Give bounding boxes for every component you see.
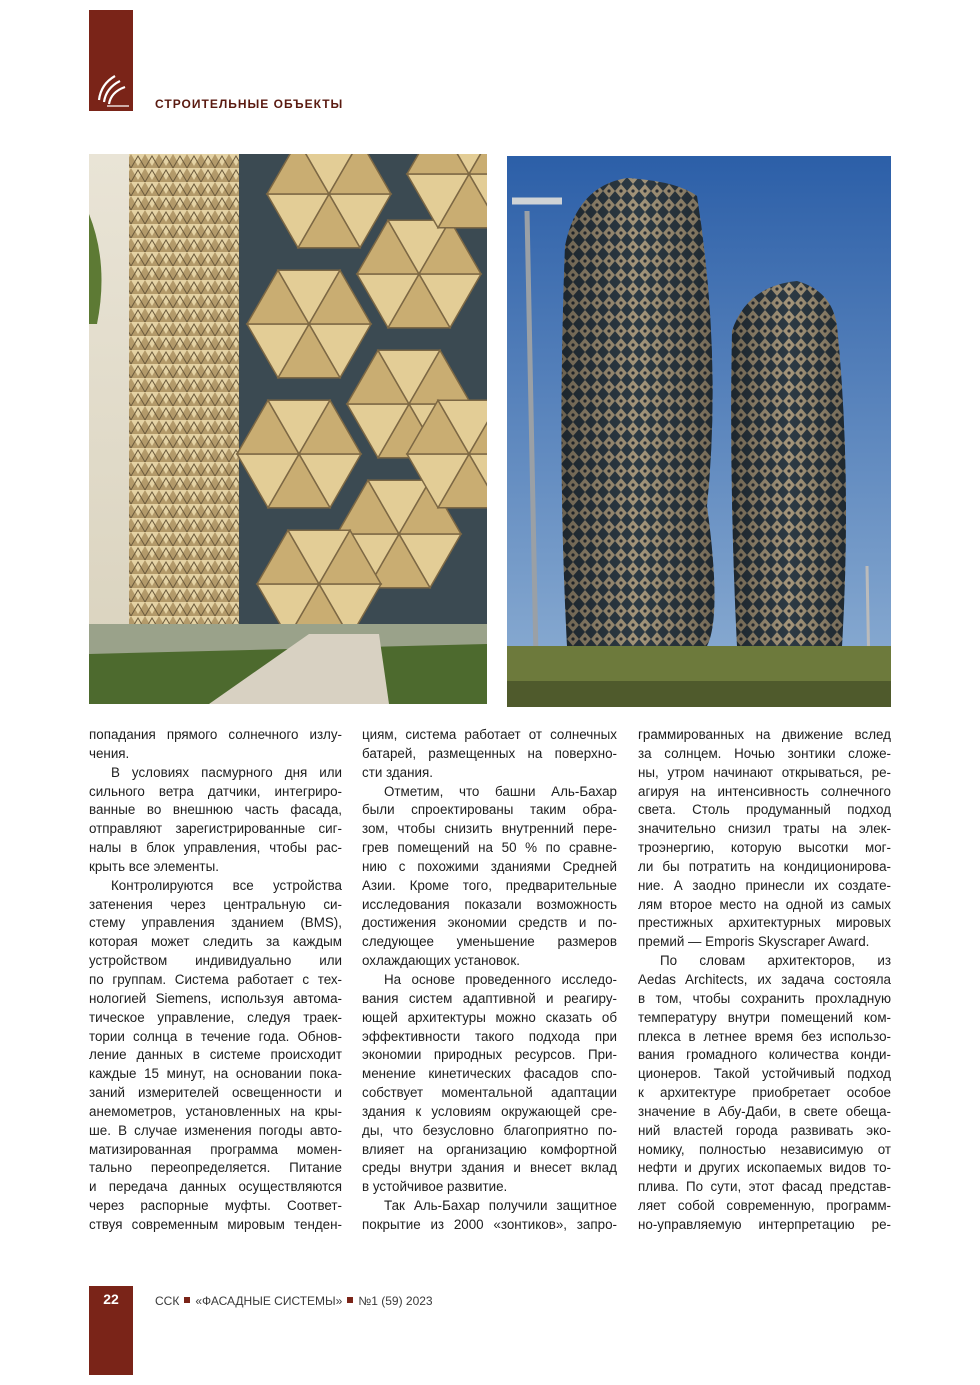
article-text-line: и передача данных осуществляются: [89, 1179, 342, 1195]
article-text-line: исследования показали возможность: [362, 896, 617, 912]
article-text-line: вания громадного количества конди-: [638, 1047, 891, 1063]
article-text-line: граммированных на движение вслед: [638, 727, 891, 742]
article-text-line: тическое управление, следуя траек-: [89, 1009, 342, 1025]
article-text-line: стему управления зданием (BMS),: [89, 915, 342, 931]
footer-credits: [155, 1294, 433, 1308]
article-text-line: На основе проведенного исследо-: [384, 971, 617, 987]
article-text-line: но-управляемую интерпретацию ре-: [638, 1216, 891, 1232]
article-text-line: нологией Siemens, используя автома-: [89, 990, 342, 1006]
article-text-line: плива. По сути, этот фасад представ-: [638, 1179, 891, 1195]
article-text-line: отправляют зарегистрированные сиг-: [89, 821, 342, 837]
article-text-line: в том, чтобы сохранить прохладную: [638, 990, 891, 1006]
article-text-line: ванные во внешнюю часть фасада,: [89, 802, 342, 818]
article-text-line: ние. А заодно принесли их создате-: [638, 877, 891, 893]
article-text-line: анемометров, установленных на кры-: [89, 1103, 342, 1119]
article-text-line: температуру внутри помещений ком-: [638, 1009, 891, 1025]
article-text-line: следующее уменьшение размеров: [362, 934, 617, 950]
article-text-line: матизированная программа момен-: [89, 1141, 342, 1157]
publisher-logo-icon: [93, 70, 131, 108]
article-text-line: премий — Emporis Skyscraper Award.: [638, 934, 870, 950]
article-text-line: собствует моментальной адаптации: [362, 1085, 617, 1101]
article-text-line: достижения экономии средств и по-: [362, 915, 617, 931]
article-text-line: агируя на интенсивность солнечного: [638, 783, 891, 799]
article-text-line: ционеров. Такой устойчивый подход: [638, 1066, 891, 1082]
article-text-line: по группам. Система работает с тех-: [89, 971, 342, 987]
footer-magazine: «ФАСАДНЫЕ СИСТЕМЫ»: [195, 1294, 343, 1308]
article-text-line: значительно снизил траты на элек-: [638, 821, 891, 837]
article-text-line: лям второе место на одной из самых: [638, 896, 891, 912]
article-text-line: к архитектуре приобретает особое: [638, 1085, 891, 1101]
article-text-line: значение в Абу-Даби, в свете обеща-: [638, 1103, 891, 1119]
separator-square-icon: [184, 1297, 190, 1303]
article-text-line: устройством индивидуально или: [89, 953, 342, 969]
article-text-line: ление данных в системе происходит: [89, 1047, 342, 1063]
article-text-line: тально переопределяется. Питание: [89, 1160, 342, 1176]
article-text-line: чения.: [89, 745, 130, 761]
article-text-line: батарей, размещенных на поверхно-: [362, 745, 617, 761]
article-text-line: По словам архитекторов, из: [660, 953, 891, 969]
page-number: 22: [103, 1291, 119, 1307]
article-text-line: Контролируются все устройства: [111, 877, 342, 893]
article-text-line: Aedas Architects, их задача состояла: [638, 971, 891, 987]
article-text-line: ли бы потратить на кондиционирова-: [638, 858, 891, 874]
article-text-line: Азии. Кроме того, предварительные: [362, 877, 617, 893]
article-text-line: нефти и других ископаемых видов то-: [638, 1160, 891, 1176]
article-text-line: эффективности такого подхода при: [362, 1028, 617, 1044]
article-text-line: В условиях пасмурного дня или: [111, 764, 342, 780]
article-text-line: Отметим, что башни Аль-Бахар: [384, 783, 617, 799]
facade-closeup-photo: [89, 154, 487, 704]
article-text-line: нию с похожими зданиями Средней: [362, 858, 617, 874]
article-text-line: покрытие из 2000 «зонтиков», запро-: [362, 1216, 617, 1232]
article-text-line: циям, система работает от солнечных: [362, 727, 617, 742]
article-text-line: тории солнца в течение года. Обнов-: [89, 1028, 342, 1044]
article-text-line: грев помещений на 50 % по сравне-: [362, 840, 617, 856]
article-text-line: охлаждающих установок.: [362, 953, 520, 969]
article-text-line: Так Аль-Бахар получили защитное: [384, 1198, 617, 1214]
article-text-line: попадания прямого солнечного излу-: [89, 727, 342, 742]
article-text-line: затенения через центральную си-: [89, 896, 342, 912]
article-text-line: троэнергию, которую высотки мог-: [638, 840, 891, 856]
article-text-line: ляет собой современную, программ-: [638, 1198, 891, 1214]
towers-photo: [507, 156, 891, 707]
article-text-line: света. Столь продуманный подход: [638, 802, 891, 818]
article-text-line: каждые 15 минут, на основании пока-: [89, 1066, 342, 1082]
article-text-line: за солнцем. Ночью зонтики сложе-: [638, 745, 891, 761]
article-text-line: здания к условиям окружающей сре-: [362, 1103, 617, 1119]
article-text-line: ющей архитектуры можно сказать об: [362, 1009, 617, 1025]
article-text-line: которая может следить за каждым: [89, 934, 342, 950]
article-text-line: в устойчивое развитие.: [362, 1179, 508, 1195]
article-text-line: влияет на организацию комфортной: [362, 1141, 617, 1157]
article-text-line: плекса в летнее время без использо-: [638, 1028, 891, 1044]
text-column-3: [638, 726, 891, 1235]
article-text-line: заний измерителей освещенности и: [89, 1085, 342, 1101]
article-text-line: крыть все элементы.: [89, 858, 219, 874]
article-text-line: были спроектированы таким обра-: [362, 802, 617, 818]
article-text-line: налы в блок управления, чтобы рас-: [89, 840, 342, 856]
article-text-line: вания систем адаптивной и реагиру-: [362, 990, 617, 1006]
section-title: СТРОИТЕЛЬНЫЕ ОБЪЕКТЫ: [155, 97, 344, 111]
article-text-line: среды внутри здания и внесет вклад: [362, 1160, 617, 1176]
article-text-line: через распорные муфты. Соответ-: [89, 1198, 342, 1214]
footer-issue: №1 (59) 2023: [358, 1294, 433, 1308]
article-text-line: зом, чтобы снизить внутренний пере-: [362, 821, 617, 837]
separator-square-icon: [347, 1297, 353, 1303]
article-text-line: номику, полностью независимую от: [638, 1141, 891, 1157]
article-text-line: ствуя современным мировым тенден-: [89, 1216, 342, 1232]
footer-publisher: ССК: [155, 1294, 180, 1308]
article-text-line: ны, утром начинают открываться, ре-: [638, 764, 891, 780]
text-column-1: [89, 726, 342, 1235]
article-text-line: сильного ветра датчики, интегриро-: [89, 783, 342, 799]
article-text-line: менение кинетических фасадов спо-: [362, 1066, 617, 1082]
article-text-line: экономии природных ресурсов. При-: [362, 1047, 617, 1063]
article-text-line: сти здания.: [362, 764, 433, 780]
article-text-line: ний властей города развивать эко-: [638, 1122, 891, 1138]
text-column-2: [362, 726, 617, 1235]
article-text-line: ше. В случае изменения погоды авто-: [89, 1122, 342, 1138]
article-text-line: ды, что безусловно благоприятно по-: [362, 1122, 617, 1138]
article-text-line: престижных архитектурных мировых: [638, 915, 891, 931]
